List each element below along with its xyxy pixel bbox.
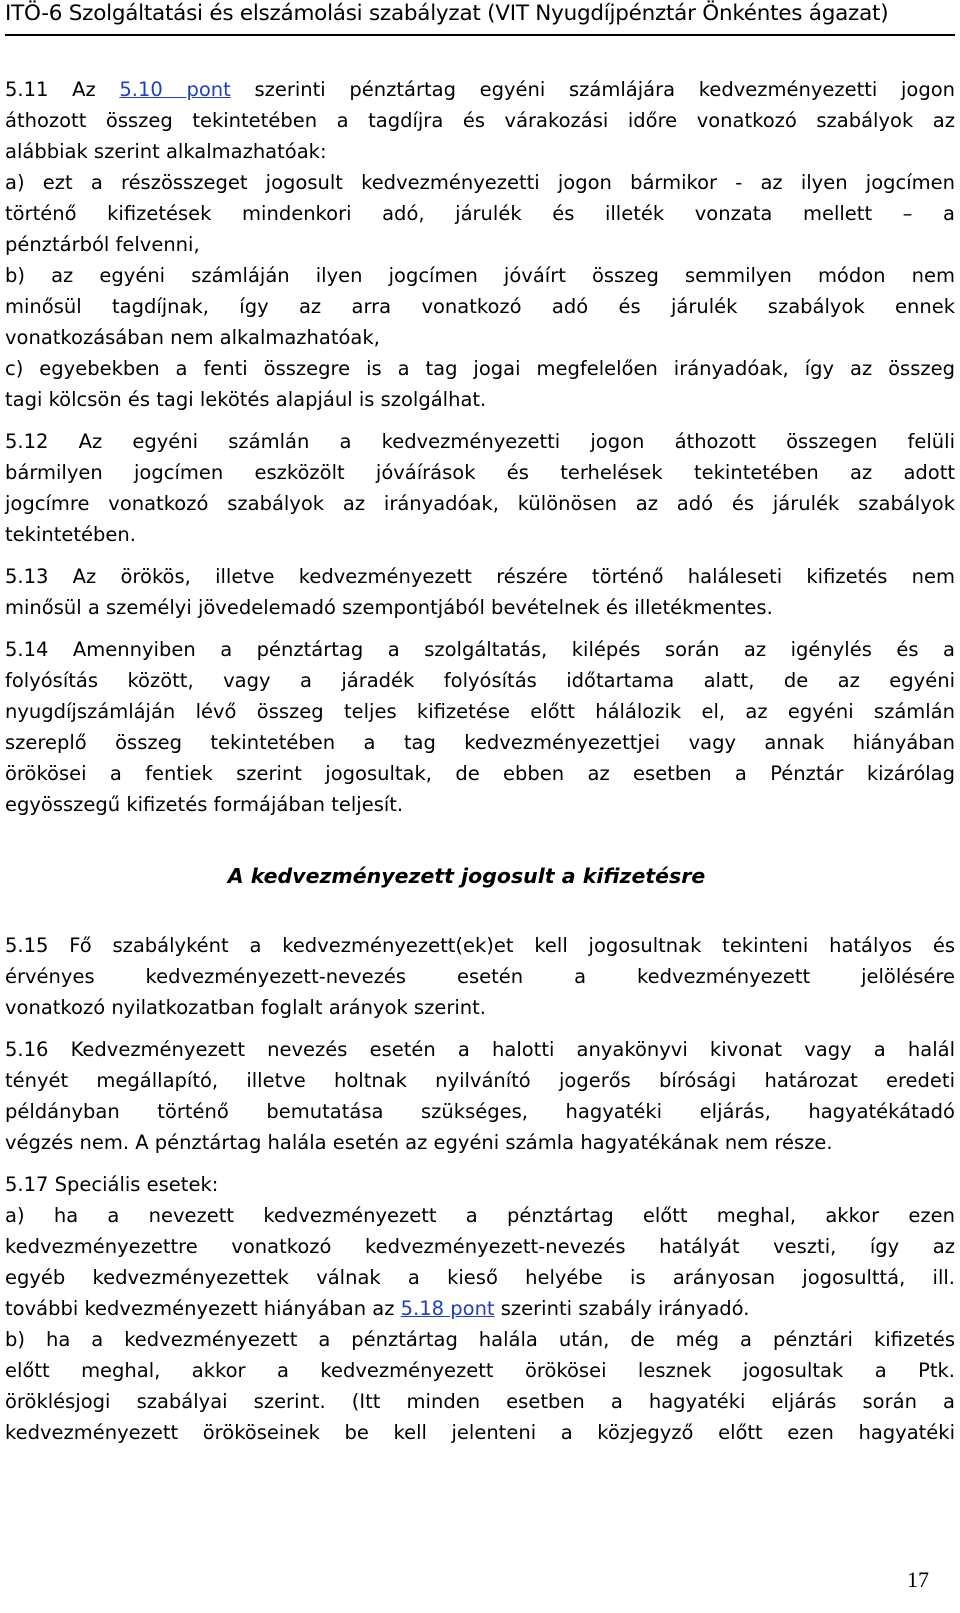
paragraph-5-14-line: szereplő összeg tekintetében a tag kedvezményezettjei vagy annak hiányában bbox=[5, 731, 955, 754]
paragraph-5-11-line: b) az egyéni számláján ilyen jogcímen jóváírt összeg semmilyen módon nem bbox=[5, 264, 955, 287]
body-section-a bbox=[5, 74, 955, 820]
paragraph-5-17-line: kedvezményezett örököseinek be kell jelenteni a közjegyző előtt ezen hagyatéki bbox=[5, 1421, 955, 1444]
paragraph-5-17-line: előtt meghal, akkor a kedvezményezett örökösei lesznek jogosultak a Ptk. bbox=[5, 1359, 955, 1382]
paragraph-5-17 bbox=[5, 1169, 955, 1448]
paragraph-5-11-line: vonatkozásában nem alkalmazhatóak, bbox=[5, 326, 380, 349]
paragraph-5-11-line: áthozott összeg tekintetében a tagdíjra és várakozási időre vonatkozó szabályok az bbox=[5, 109, 955, 132]
paragraph-5-11 bbox=[5, 74, 955, 415]
paragraph-5-13-line: 5.13 Az örökös, illetve kedvezményezett részére történő haláleseti kifizetés nem bbox=[5, 565, 955, 588]
paragraph-5-16-line: végzés nem. A pénztártag halála esetén az egyéni számla hagyatékának nem része. bbox=[5, 1131, 833, 1154]
paragraph-5-12-line: 5.12 Az egyéni számlán a kedvezményezetti jogon áthozott összegen felüli bbox=[5, 430, 955, 453]
paragraph-5-14 bbox=[5, 634, 955, 820]
paragraph-5-15-line: vonatkozó nyilatkozatban foglalt arányok szerint. bbox=[5, 996, 486, 1019]
paragraph-5-13-line: minősül a személyi jövedelemadó szempontjából bevételnek és illetékmentes. bbox=[5, 596, 773, 619]
paragraph-5-17-title: 5.17 Speciális esetek: bbox=[5, 1173, 219, 1196]
paragraph-5-17-text: további kedvezményezett hiányában az bbox=[5, 1297, 401, 1320]
document-header: ITÖ-6 Szolgáltatási és elszámolási szabályzat (VIT Nyugdíjpénztár Önkéntes ágazat) bbox=[5, 0, 955, 36]
paragraph-5-17-line: kedvezményezettre vonatkozó kedvezményezett-nevezés hatályát veszti, így az bbox=[5, 1235, 955, 1258]
paragraph-5-12-line: bármilyen jogcímen eszközölt jóváírások és terhelések tekintetében az adott bbox=[5, 461, 955, 484]
paragraph-5-14-line: 5.14 Amennyiben a pénztártag a szolgáltatás, kilépés során az igénylés és a bbox=[5, 638, 955, 661]
paragraph-5-17-line: öröklésjogi szabályai szerint. (Itt minden esetben a hagyatéki eljárás során a bbox=[5, 1390, 955, 1413]
paragraph-5-12-line: jogcímre vonatkozó szabályok az irányadóak, különösen az adó és járulék szabályok bbox=[5, 492, 955, 515]
paragraph-5-17-line: b) ha a kedvezményezett a pénztártag halála után, de még a pénztári kifizetés bbox=[5, 1328, 955, 1351]
paragraph-5-12 bbox=[5, 426, 955, 550]
paragraph-5-14-line: nyugdíjszámláján lévő összeg teljes kifizetése előtt hálálozik el, az egyéni számlán bbox=[5, 700, 955, 723]
paragraph-5-11-line: alábbiak szerint alkalmazhatóak: bbox=[5, 140, 327, 163]
section-heading: A kedvezményezett jogosult a kifizetésre bbox=[227, 864, 706, 888]
paragraph-5-11-line: pénztárból felvenni, bbox=[5, 233, 200, 256]
paragraph-5-16-line: példányban történő bemutatása szükséges, hagyatéki eljárás, hagyatékátadó bbox=[5, 1100, 955, 1123]
paragraph-5-11-line: c) egyebekben a fenti összegre is a tag jogai megfelelően irányadóak, így az összeg bbox=[5, 357, 955, 380]
paragraph-5-14-line: egyösszegű kifizetés formájában teljesít. bbox=[5, 793, 404, 816]
body-section-b bbox=[5, 930, 955, 1448]
link-5-10-pont[interactable]: 5.10 pont bbox=[119, 78, 231, 101]
link-5-18-pont[interactable]: 5.18 pont bbox=[400, 1297, 495, 1320]
paragraph-5-15 bbox=[5, 930, 955, 1023]
paragraph-5-11-line: minősül tagdíjnak, így az arra vonatkozó adó és járulék szabályok ennek bbox=[5, 295, 955, 318]
paragraph-5-16-line: 5.16 Kedvezményezett nevezés esetén a halotti anyakönyvi kivonat vagy a halál bbox=[5, 1038, 955, 1061]
paragraph-5-11-line-1 bbox=[5, 74, 955, 105]
paragraph-5-11-line-1-text: szerinti pénztártag egyéni számlájára kedvezményezetti jogon bbox=[230, 78, 955, 101]
paragraph-5-17-text: szerinti szabály irányadó. bbox=[494, 1297, 750, 1320]
paragraph-5-15-line: érvényes kedvezményezett-nevezés esetén a kedvezményezett jelölésére bbox=[5, 965, 955, 988]
paragraph-5-17-line: a) ha a nevezett kedvezményezett a pénztártag előtt meghal, akkor ezen bbox=[5, 1204, 955, 1227]
paragraph-5-11-line: a) ezt a részösszeget jogosult kedvezményezetti jogon bármikor - az ilyen jogcímen bbox=[5, 171, 955, 194]
paragraph-5-11-number: 5.11 Az bbox=[5, 78, 120, 101]
paragraph-5-16 bbox=[5, 1034, 955, 1158]
paragraph-5-17-line-with-link bbox=[5, 1293, 955, 1324]
paragraph-5-15-line: 5.15 Fő szabályként a kedvezményezett(ek)et kell jogosultnak tekinteni hatályos és bbox=[5, 934, 955, 957]
paragraph-5-13 bbox=[5, 561, 955, 623]
paragraph-5-11-line: történő kifizetések mindenkori adó, járulék és illeték vonzata mellett – a bbox=[5, 202, 955, 225]
paragraph-5-12-line: tekintetében. bbox=[5, 523, 136, 546]
page-number: 17 bbox=[907, 1567, 929, 1592]
paragraph-5-17-line: egyéb kedvezményezettek válnak a kieső helyébe is arányosan jogosulttá, ill. bbox=[5, 1266, 955, 1289]
paragraph-5-14-line: örökösei a fentiek szerint jogosultak, de ebben az esetben a Pénztár kizárólag bbox=[5, 762, 955, 785]
paragraph-5-16-line: tényét megállapító, illetve holtnak nyilvánító jogerős bírósági határozat eredeti bbox=[5, 1069, 955, 1092]
paragraph-5-11-line: tagi kölcsön és tagi lekötés alapjául is szolgálhat. bbox=[5, 388, 487, 411]
paragraph-5-14-line: folyósítás között, vagy a járadék folyósítás időtartama alatt, de az egyéni bbox=[5, 669, 955, 692]
